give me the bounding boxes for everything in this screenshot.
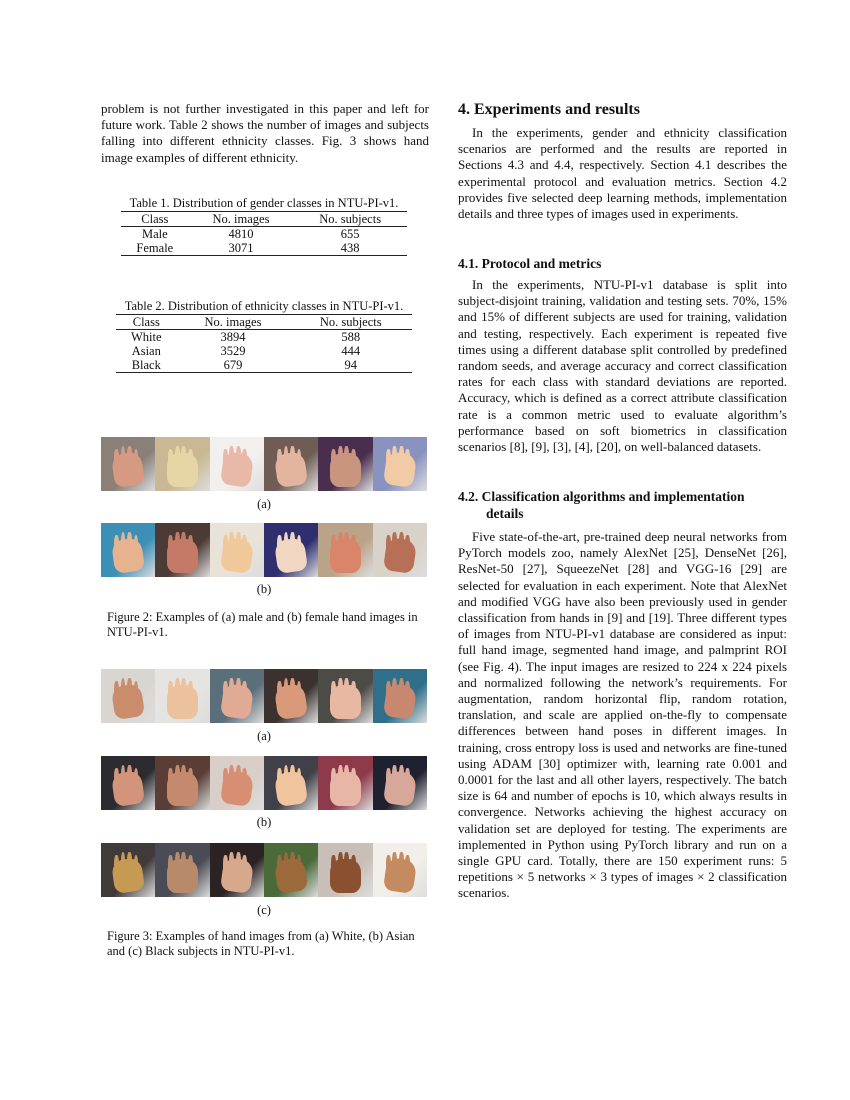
hand-image-tile [101,756,155,810]
hand-finger-shape [127,532,132,553]
hand-image-tile [264,669,318,723]
figure-2b-image-strip [101,523,427,577]
hand-image-tile [155,523,209,577]
section-4-2-heading-line-1: 4.2. Classification algorithms and implementation [458,489,745,504]
hand-finger-shape [114,768,119,789]
figure-3c-label: (c) [257,903,271,917]
table-2-header: Class [116,315,177,330]
hand-finger-shape [351,768,356,789]
hand-finger-shape [331,535,336,556]
hand-image-tile [318,437,372,491]
hand-finger-shape [236,852,241,873]
table-2-cell: 679 [177,358,290,373]
hand-finger-shape [175,852,180,873]
hand-image-tile [373,756,427,810]
hand-finger-shape [351,681,356,702]
hand-finger-shape [351,449,356,470]
hand-finger-shape [229,532,234,553]
table-2-cell: Black [116,358,177,373]
hand-image-tile [210,523,264,577]
hand-finger-shape [392,678,397,699]
table-1-header: No. subjects [293,212,407,227]
figure-3b-label: (b) [256,815,272,829]
hand-finger-shape [399,765,404,786]
hand-finger-shape [236,446,241,467]
hand-image-tile [155,437,209,491]
hand-finger-shape [290,532,295,553]
section-4-1-paragraph: In the experiments, NTU-PI-v1 database is split into subject-disjoint training, validation and testing sets. 70%, 15% and 15% of different subjects are used for training, validation and testing, respectively. Each experiment is repeated five times using a different database split controlled by predefined random seeds, and average accuracy and correct classification rates for each class with standard deviations are reported. Accuracy, which is defined as a correct attribute classification rate is a common metric used to evaluate algorithm’s performance based on soft biometrics in classification scenarios [8], [9], [3], [4], [20], on well-balanced datasets. [458,277,787,455]
hand-finger-shape [338,678,343,699]
figure-2a-image-strip [101,437,427,491]
hand-finger-shape [277,449,282,470]
hand-finger-shape [399,852,404,873]
hand-finger-shape [175,446,180,467]
hand-finger-shape [223,681,228,702]
table-1 [121,196,407,256]
hand-finger-shape [405,855,410,876]
hand-finger-shape [277,768,282,789]
hand-finger-shape [386,681,391,702]
table-2 [116,299,412,373]
section-4-1-heading: 4.1. Protocol and metrics [458,256,602,271]
figure-2a-label: (a) [257,497,271,511]
table-1-header: No. images [189,212,294,227]
hand-finger-shape [236,678,241,699]
section-4-2-heading-line-2: details [486,506,524,521]
hand-finger-shape [223,768,228,789]
hand-finger-shape [290,852,295,873]
hand-image-tile [318,523,372,577]
hand-image-tile [155,843,209,897]
hand-image-tile [318,669,372,723]
table-2-header: No. images [177,315,290,330]
hand-image-tile [373,523,427,577]
hand-finger-shape [405,449,410,470]
table-2-cell: 94 [289,358,412,373]
hand-finger-shape [399,678,404,699]
table-2-cell: 588 [341,330,361,344]
hand-finger-shape [392,446,397,467]
hand-finger-shape [338,852,343,873]
section-4-2-paragraph: Five state-of-the-art, pre-trained deep neural networks from PyTorch models zoo, namely AlexNet [25], DenseNet [26], ResNet-50 [27], SqueezeNet [28] and VGG-16 [29] are selected for evaluation in each experiment. Note that AlexNet and modified VGG have also been previously used in gender classification from hands in [9] and [19]. Three different types of images from NTU-PI-v1 database are considered as input: full hand image, segmented hand image, and palmprint ROI (see Fig. 4). The input images are resized to 224 x 224 pixels and normalized following the network’s requirements. For augmentation, random horizontal flip, random rotation, translation, and scale are applied on-the-fly to compensate differences between hand poses in different images. In training, cross entropy loss is used and networks are fine-tuned using ADAM [30] optimizer with, learning rate 0.001 and 0.0001 for the last and all other layers, respectively. The batch size is 64 and number of epochs is 10, which always results in convergence. Networks achieving the highest accuracy on validation set are deployed for testing. The experiments are implemented in Python using PyTorch library and run on a single GPU card. Totally, there are 150 experiment runs: 5 repetitions × 5 networks × 3 types of images × 2 classification scenarios. [458,529,787,901]
figure-2b-label: (b) [256,582,272,596]
hand-finger-shape [290,765,295,786]
hand-finger-shape [223,855,228,876]
table-1-header: Class [121,212,189,227]
hand-finger-shape [127,852,132,873]
left-intro-paragraph: problem is not further investigated in this paper and left for future work. Table 2 shows the number of images and subjects falling into different ethnicity classes. Fig. 3 shows hand image examples of different ethnicity. [101,101,429,165]
hand-image-tile [264,756,318,810]
hand-finger-shape [236,532,241,553]
hand-image-tile [155,669,209,723]
hand-image-tile [318,843,372,897]
hand-finger-shape [338,765,343,786]
hand-finger-shape [392,532,397,553]
hand-finger-shape [188,535,193,556]
hand-finger-shape [181,532,186,553]
section-4-heading: 4. Experiments and results [458,101,640,118]
figure-3b-image-strip [101,756,427,810]
hand-finger-shape [242,449,247,470]
hand-finger-shape [386,768,391,789]
section-4-paragraph: In the experiments, gender and ethnicity classification scenarios are performed and the results are reported in Sections 4.3 and 4.4, respectively. Section 4.1 describes the experimental protocol and evaluation metrics. Section 4.2 provides five selected deep learning methods, implementation details and three types of images used in experiments. [458,125,787,222]
hand-image-tile [101,523,155,577]
table-2-cell: 444 [341,344,361,358]
hand-finger-shape [344,678,349,699]
hand-finger-shape [181,765,186,786]
hand-finger-shape [344,446,349,467]
hand-finger-shape [188,449,193,470]
hand-image-tile [373,669,427,723]
hand-finger-shape [386,535,391,556]
hand-image-tile [264,523,318,577]
hand-image-tile [264,437,318,491]
hand-finger-shape [344,532,349,553]
hand-finger-shape [175,678,180,699]
hand-finger-shape [399,446,404,467]
hand-finger-shape [223,535,228,556]
table-1-cell: Female [121,241,189,256]
hand-finger-shape [290,678,295,699]
hand-image-tile [210,843,264,897]
hand-finger-shape [229,852,234,873]
table-1-cell: 655 [340,227,360,241]
table-1-cell: 438 [293,241,407,256]
hand-finger-shape [188,681,193,702]
hand-finger-shape [127,446,132,467]
hand-finger-shape [331,855,336,876]
hand-finger-shape [229,765,234,786]
figure-3a-image-strip [101,669,427,723]
hand-finger-shape [127,678,132,699]
hand-finger-shape [338,446,343,467]
hand-image-tile [101,437,155,491]
hand-image-tile [155,756,209,810]
hand-finger-shape [405,535,410,556]
figure-3c-image-strip [101,843,427,897]
hand-finger-shape [386,449,391,470]
hand-finger-shape [175,532,180,553]
hand-image-tile [210,669,264,723]
figure-2-caption: Figure 2: Examples of (a) male and (b) female hand images in NTU-PI-v1. [107,610,418,639]
hand-finger-shape [331,681,336,702]
table-1-cell: Male [141,227,168,241]
hand-finger-shape [331,768,336,789]
hand-image-tile [210,756,264,810]
hand-finger-shape [181,852,186,873]
hand-finger-shape [223,449,228,470]
hand-finger-shape [277,855,282,876]
figure-3a-label: (a) [257,729,271,743]
hand-finger-shape [242,681,247,702]
hand-finger-shape [242,768,247,789]
table-1-cell: 3071 [189,241,294,256]
hand-finger-shape [386,855,391,876]
hand-image-tile [210,437,264,491]
hand-finger-shape [331,449,336,470]
hand-finger-shape [351,535,356,556]
hand-image-tile [373,843,427,897]
table-2-header: No. subjects [289,315,412,330]
table-2-caption: Table 2. Distribution of ethnicity classes in NTU-PI-v1. [124,299,404,313]
table-2-cell: 3529 [220,344,246,358]
hand-image-tile [101,843,155,897]
hand-image-tile [318,756,372,810]
hand-finger-shape [344,765,349,786]
table-2-cell: Asian [131,344,161,358]
hand-finger-shape [242,855,247,876]
hand-finger-shape [277,681,282,702]
hand-finger-shape [127,765,132,786]
hand-finger-shape [338,532,343,553]
hand-finger-shape [392,852,397,873]
hand-finger-shape [229,446,234,467]
hand-finger-shape [114,449,119,470]
hand-finger-shape [405,768,410,789]
hand-finger-shape [399,532,404,553]
table-2-cell: 3894 [220,330,246,344]
hand-image-tile [373,437,427,491]
hand-finger-shape [405,681,410,702]
hand-finger-shape [236,765,241,786]
table-1-caption: Table 1. Distribution of gender classes in NTU-PI-v1. [129,196,399,210]
figure-3-caption: Figure 3: Examples of hand images from (a) White, (b) Asian and (c) Black subjects in NTU-PI-v1. [107,929,415,958]
hand-finger-shape [181,678,186,699]
table-1-cell: 4810 [228,227,254,241]
table-2-cell: White [131,330,162,344]
hand-finger-shape [114,681,119,702]
hand-finger-shape [277,535,282,556]
hand-finger-shape [188,768,193,789]
hand-image-tile [264,843,318,897]
hand-finger-shape [392,765,397,786]
hand-finger-shape [181,446,186,467]
hand-image-tile [101,669,155,723]
hand-finger-shape [229,678,234,699]
hand-finger-shape [242,535,247,556]
hand-finger-shape [188,855,193,876]
hand-finger-shape [114,855,119,876]
hand-finger-shape [290,446,295,467]
hand-finger-shape [344,852,349,873]
hand-finger-shape [114,535,119,556]
hand-finger-shape [175,765,180,786]
hand-finger-shape [351,855,356,876]
